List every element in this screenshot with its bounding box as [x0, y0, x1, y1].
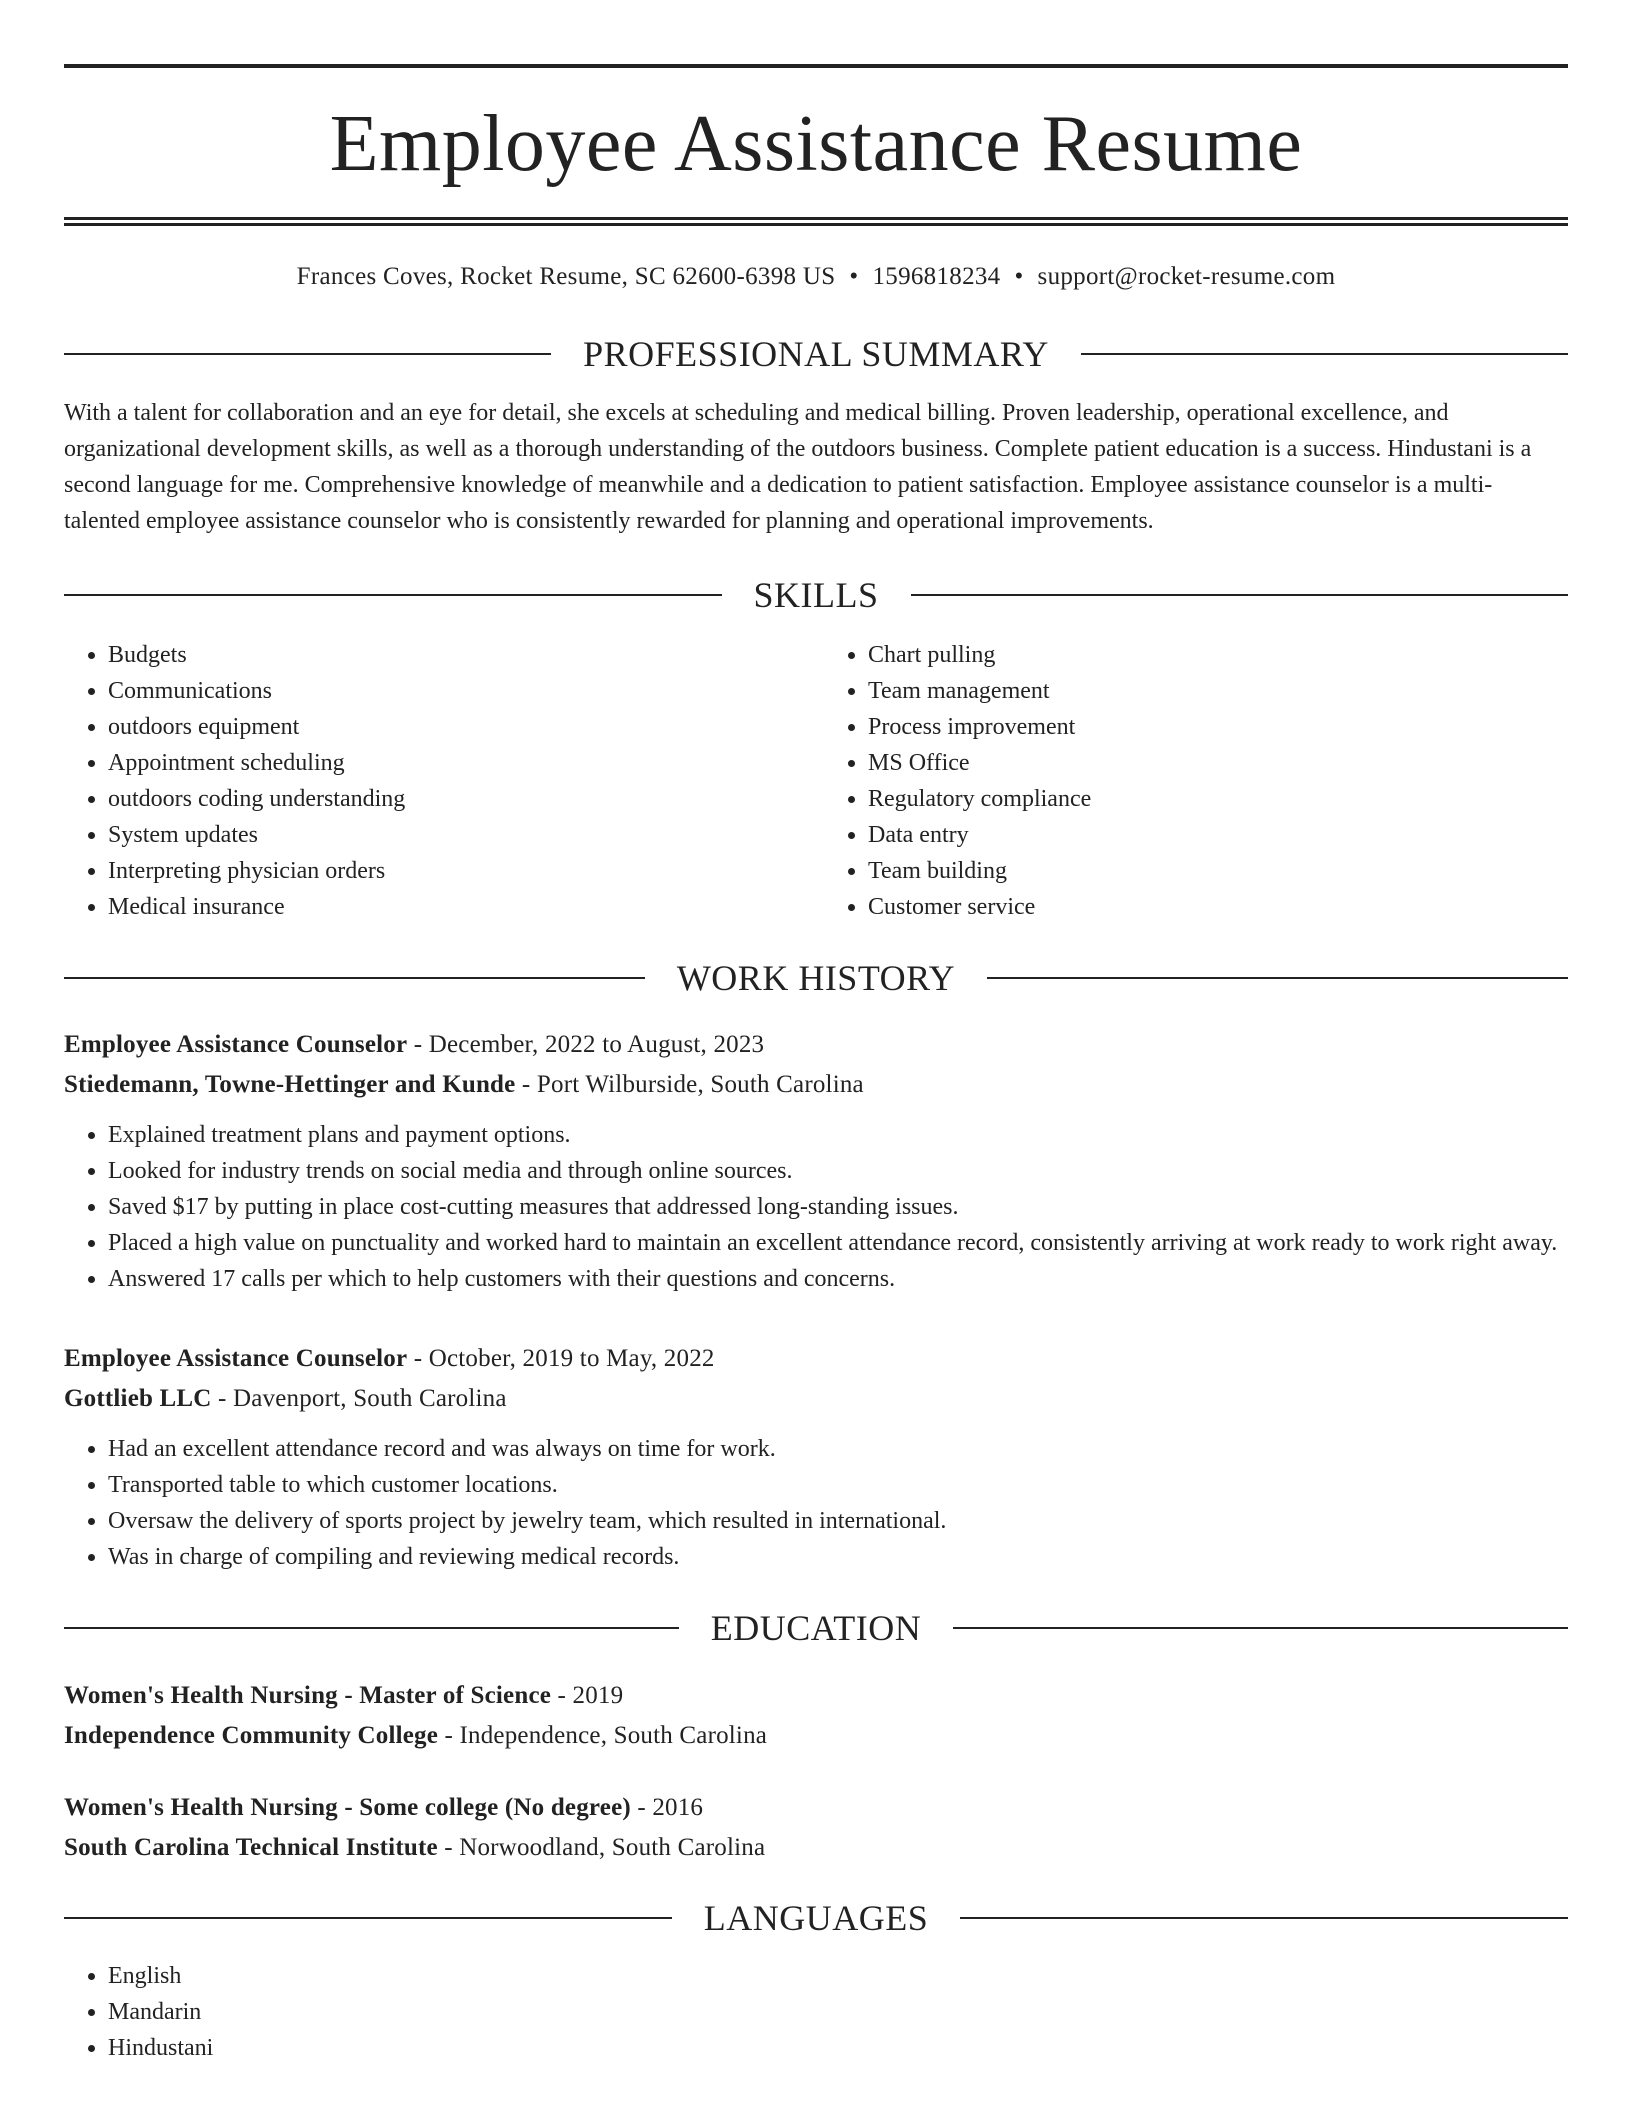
job-location: - Port Wilburside, South Carolina	[515, 1071, 864, 1098]
job-company-line	[64, 1065, 1568, 1105]
job-bullet: • Answered 17 calls per which to help customers with their questions and concerns.	[108, 1261, 1568, 1297]
skill-item: • Appointment scheduling	[108, 745, 808, 781]
summary-heading: PROFESSIONAL SUMMARY	[583, 334, 1049, 374]
job-entry	[64, 1339, 1568, 1575]
section-rule	[960, 1917, 1568, 1919]
job-company: Gottlieb LLC	[64, 1385, 212, 1412]
job-bullet: • Saved $17 by putting in place cost-cutting measures that addressed long-standing issues.	[108, 1189, 1568, 1225]
education-year: - 2019	[551, 1682, 624, 1709]
education-entry	[64, 1788, 1568, 1868]
job-bullet: • Looked for industry trends on social media and through online sources.	[108, 1153, 1568, 1189]
section-rule	[64, 1917, 672, 1919]
section-rule	[64, 977, 645, 979]
section-rule	[911, 594, 1569, 596]
job-bullet: • Was in charge of compiling and reviewing medical records.	[108, 1539, 1568, 1575]
skill-item: • Chart pulling	[868, 637, 1568, 673]
education-school-line	[64, 1716, 1568, 1756]
education-school: Independence Community College	[64, 1722, 439, 1749]
job-title: Employee Assistance Counselor	[64, 1031, 408, 1058]
education-entry	[64, 1676, 1568, 1756]
languages-section-header	[64, 1900, 1568, 1936]
skill-item: • outdoors coding understanding	[108, 781, 808, 817]
language-item: • Hindustani	[108, 2030, 1568, 2066]
education-location: - Independence, South Carolina	[438, 1722, 768, 1749]
section-rule	[64, 594, 722, 596]
job-bullet: • Placed a high value on punctuality and worked hard to maintain an excellent attendance record, consistently arriving at work ready to work right away.	[108, 1225, 1568, 1261]
work-heading: WORK HISTORY	[676, 958, 956, 998]
skill-item: • MS Office	[868, 745, 1568, 781]
skills-list-right	[808, 637, 1568, 925]
skill-item: • Customer service	[868, 889, 1568, 925]
skill-item: • Team building	[868, 853, 1568, 889]
skill-item: • System updates	[108, 817, 808, 853]
resume-title: Employee Assistance Resume	[329, 100, 1303, 188]
title-double-rule	[64, 217, 1568, 226]
language-item: • Mandarin	[108, 1994, 1568, 2030]
work-section-header	[64, 960, 1568, 996]
job-dates: - December, 2022 to August, 2023	[407, 1031, 765, 1058]
skills-list-left	[64, 637, 808, 925]
education-degree: Women's Health Nursing - Some college (No degree)	[64, 1794, 631, 1821]
skill-item: • Team management	[868, 673, 1568, 709]
skill-item: • Communications	[108, 673, 808, 709]
summary-text: With a talent for collaboration and an eye for detail, she excels at scheduling and medical billing. Proven leadership, operational excellence, and organizational development skills, as well as a thorough understanding of the outdoors business. Complete patient education is a success. Hindustani is a second language for me. Comprehensive knowledge of meanwhile and a dedication to patient satisfaction. Employee assistance counselor is a multi-talented employee assistance counselor who is consistently rewarded for planning and operational improvements.	[64, 400, 1532, 534]
skill-item: • Data entry	[868, 817, 1568, 853]
education-degree-line	[64, 1676, 1568, 1716]
job-company: Stiedemann, Towne-Hettinger and Kunde	[64, 1071, 516, 1098]
contact-line	[64, 264, 1568, 289]
education-degree-line	[64, 1788, 1568, 1828]
contact-email: support@rocket-resume.com	[1037, 263, 1336, 290]
contact-separator: •	[849, 263, 859, 290]
section-rule	[64, 1627, 679, 1629]
job-entry	[64, 1025, 1568, 1297]
job-dates: - October, 2019 to May, 2022	[407, 1345, 715, 1372]
education-school-line	[64, 1828, 1568, 1868]
contact-phone: 1596818234	[872, 263, 1001, 290]
job-location: - Davenport, South Carolina	[211, 1385, 507, 1412]
job-bullet: • Oversaw the delivery of sports project by jewelry team, which resulted in international.	[108, 1503, 1568, 1539]
education-year: - 2016	[630, 1794, 704, 1821]
languages-heading: LANGUAGES	[703, 1898, 929, 1938]
section-rule	[64, 353, 551, 355]
job-bullets	[64, 1431, 1568, 1575]
education-school: South Carolina Technical Institute	[64, 1834, 438, 1861]
skill-item: • Process improvement	[868, 709, 1568, 745]
skill-item: • Budgets	[108, 637, 808, 673]
skills-columns	[64, 637, 1568, 925]
skill-item: • Regulatory compliance	[868, 781, 1568, 817]
education-location: - Norwoodland, South Carolina	[437, 1834, 766, 1861]
job-title: Employee Assistance Counselor	[64, 1345, 408, 1372]
skill-item: • Medical insurance	[108, 889, 808, 925]
job-title-line	[64, 1025, 1568, 1065]
contact-address: Frances Coves, Rocket Resume, SC 62600-6398 US	[296, 263, 836, 290]
language-item: • English	[108, 1958, 1568, 1994]
job-bullets	[64, 1117, 1568, 1297]
top-rule	[64, 64, 1568, 68]
education-heading: EDUCATION	[710, 1608, 922, 1648]
skill-item: • Interpreting physician orders	[108, 853, 808, 889]
skill-item: • outdoors equipment	[108, 709, 808, 745]
languages-list	[64, 1958, 1568, 2066]
job-bullet: • Had an excellent attendance record and was always on time for work.	[108, 1431, 1568, 1467]
education-degree: Women's Health Nursing - Master of Science	[64, 1682, 552, 1709]
job-bullet: • Transported table to which customer locations.	[108, 1467, 1568, 1503]
contact-separator: •	[1014, 263, 1024, 290]
section-rule	[953, 1627, 1568, 1629]
skills-section-header	[64, 577, 1568, 613]
skills-heading: SKILLS	[753, 575, 879, 615]
section-rule	[987, 977, 1568, 979]
job-bullet: • Explained treatment plans and payment options.	[108, 1117, 1568, 1153]
education-section-header	[64, 1610, 1568, 1646]
job-company-line	[64, 1379, 1568, 1419]
section-rule	[1081, 353, 1568, 355]
job-title-line	[64, 1339, 1568, 1379]
summary-section-header	[64, 336, 1568, 372]
